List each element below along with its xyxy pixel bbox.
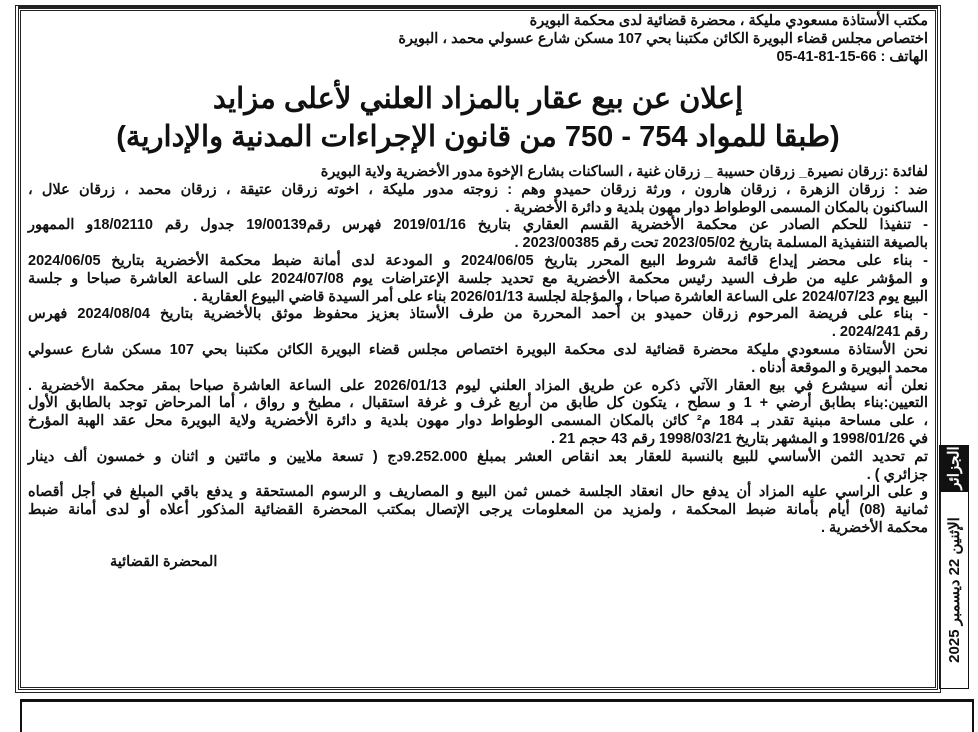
header-line: اختصاص مجلس قضاء البويرة الكائن مكتبنا بحي 107 مسكن شارع عسولي محمد ، البويرة (398, 31, 928, 47)
text-line: و على الراسي عليه المزاد أن يدفع حال انعقاد الجلسة خمس ثمن البيع و المصاريف و الرسوم المستحقة و يدفع باقي المبلغ في أجل أقصاه (28, 484, 928, 501)
text-line: بالصيغة التنفيذية المسلمة بتاريخ 2023/05/02 تحت رقم 2023/00385 . (514, 235, 928, 252)
text-line: جزائري ) . (866, 466, 928, 483)
text-line: نحن الأستاذة مسعودي مليكة محضرة قضائية لدى محكمة البويرة اختصاص مجلس قضاء البويرة الكائن مكتبنا بحي 107 مسكن شارع عسولي (28, 341, 928, 358)
paragraph (28, 182, 928, 218)
text-line: - تنفيذا للحكم الصادر عن محكمة الأخضرية القسم العقاري بتاريخ 2019/01/16 فهرس رقم19/00139 جدول رقم 18/02110و الممهور (28, 217, 929, 234)
paragraph (28, 484, 928, 537)
next-notice-frame (20, 699, 974, 732)
text-line: التعيين:بناء بطابق أرضي + 1 و سطح ، يتكون كل طابق من أربع غرف و غرفة استقبال ، مطبخ و رواق ، أما المرحاض توجد بالطابق الأول (28, 395, 929, 412)
text-line: لفائدة :زرقان نصيرة_ زرقان حسيبة _ زرقان غنية ، الساكنات بشارع الإخوة مدور الأخضرية ولاية البويرة (320, 164, 928, 180)
paragraph (28, 253, 928, 306)
text-line: البيع يوم 2024/07/23 على الساعة العاشرة صباحا ، والمؤجلة لجلسة 2026/01/13 بناء على أمر السيدة قاضي البيوع العقارية . (193, 288, 928, 305)
signature: المحضرة القضائية (110, 553, 218, 570)
newspaper-name-box (939, 445, 969, 491)
text-line: نعلن أنه سيشرع في بيع العقار الآتي ذكره عن طريق المزاد العلني ليوم 2026/01/13 على الساعة العاشرة صباحا بمقر محكمة الأخضرية . (28, 377, 928, 394)
text-line: - بناء على فريضة المرحوم زرقان حميدو بن أحمد المحررة من طرف الأستاذ بعزيز محفوظ موثق بالأخضرية بتاريخ 2024/08/04 فهرس (28, 306, 928, 323)
notice-subtitle: (طبقا للمواد 754 - 750 من قانون الإجراءات المدنية والإدارية) (116, 121, 840, 153)
text-line: - بناء على محضر إيداع قائمة شروط البيع المحرر بتاريخ 2024/06/05 و المودعة لدى أمانة ضبط محكمة الأخضرية بتاريخ 2024/06/05 (28, 252, 928, 269)
text-line: محمد البويرة و الموقعة أدناه . (751, 359, 928, 376)
text-line: تم تحديد الثمن الأساسي للبيع بالنسبة للعقار بعد انقاص العشر بمبلغ 9.252.000دج ( تسعة ملايين و مائتين و اثنان و خمسون ألف دينار (28, 448, 928, 465)
notice-title: إعلان عن بيع عقار بالمزاد العلني لأعلى مزايد (212, 83, 744, 115)
paragraph (28, 449, 928, 485)
text-line: و المؤشر عليه من طرف السيد رئيس محكمة الأخضرية مع تحديد جلسة الإعتراضات يوم 2024/07/08 على الساعة العاشرة صباحا و جلسة (28, 270, 928, 287)
text-line: ، على مساحة مبنية تقدر بـ 184 م² كائن بالمكان المسمى الوطواط دوار مهون بلدية و دائرة الأخضرية ولاية البويرة محل عقد الهبة المؤرخ (28, 413, 928, 430)
text-line: في 1998/01/26 و المشهر بتاريخ 1998/03/21 رقم 43 حجم 21 . (550, 430, 928, 447)
text-line: ثمانية (08) أيام بأمانة ضبط المحكمة ، ولمزيد من المعلومات يرجى الإتصال بمكتب المحضرة القضائية المذكور أعلاه أو لدى أمانة ضبط (28, 502, 928, 519)
text-line: الساكنون بالمكان المسمى الوطواط دوار مهون بلدية و دائرة الأخضرية . (505, 199, 928, 216)
paragraph (28, 164, 928, 182)
header-line: مكتب الأستاذة مسعودي مليكة ، محضرة قضائية لدى محكمة البويرة (529, 13, 928, 29)
text-line: محكمة الأخضرية . (820, 519, 928, 536)
paragraph (28, 217, 928, 253)
issue-date-box (939, 491, 969, 689)
text-line: رقم 2024/241 . (831, 324, 928, 341)
header-phone: الهاتف : 66-15-81-41-05 (776, 49, 928, 65)
issue-date: الإثنين 22 ديسمبر 2025 (946, 517, 963, 663)
notice-body (28, 164, 928, 538)
newspaper-name: الجزائر (946, 446, 964, 490)
paragraph (28, 342, 928, 378)
paragraph (28, 306, 928, 342)
office-header (28, 12, 928, 66)
paragraph (28, 378, 928, 449)
legal-notice (28, 12, 928, 570)
text-line: ضد : زرقان الزهرة ، زرقان هارون ، ورثة زرقان حميدو وهم : زوجته مدور مليكة ، اخوته زرقان عتيقة ، زرقان محمد ، زرقان علال ، (28, 181, 928, 198)
